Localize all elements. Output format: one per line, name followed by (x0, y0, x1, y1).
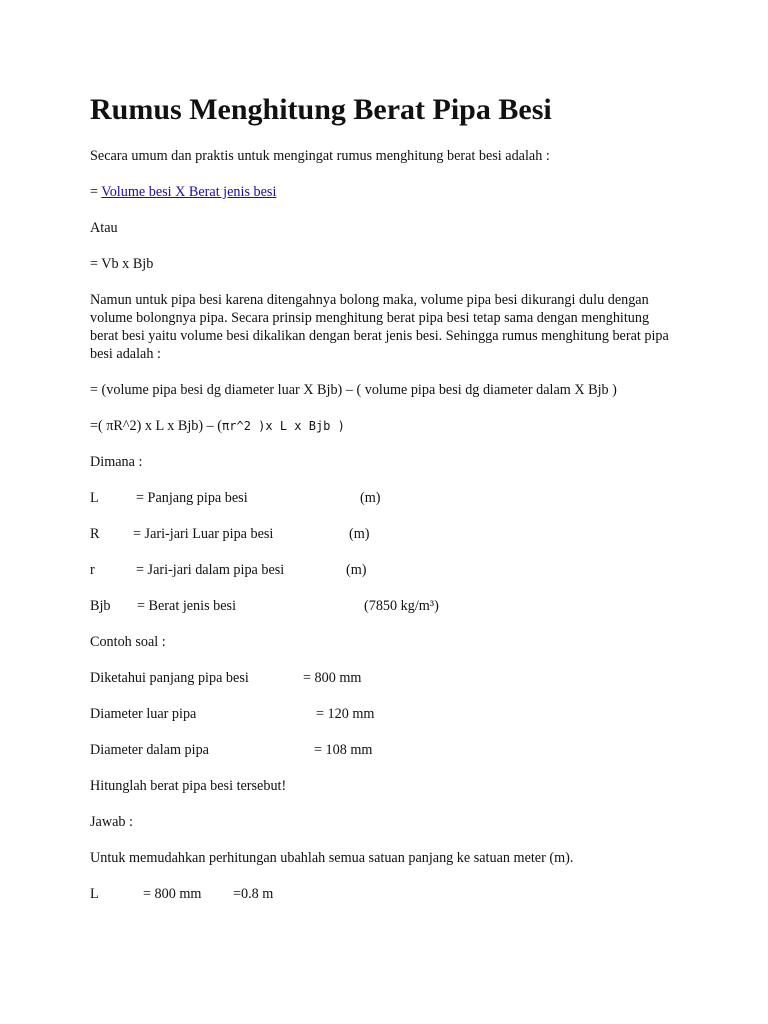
variable-symbol: Bjb (90, 598, 111, 614)
formula-pi-part1: =( πR^2) x L x Bjb) – ( (90, 418, 223, 434)
given-row (90, 705, 690, 723)
variable-row (90, 525, 690, 543)
variable-row (90, 561, 690, 579)
dimana-text: Dimana : (90, 454, 143, 470)
variable-description: = Jari-jari dalam pipa besi (136, 562, 285, 578)
variable-description: = Berat jenis besi (137, 598, 237, 614)
conversion-row (90, 885, 690, 903)
instruction-text: Untuk memudahkan perhitungan ubahlah semua satuan panjang ke satuan meter (m). (90, 850, 574, 866)
variable-row (90, 597, 690, 615)
variable-symbol: L (90, 490, 99, 506)
formula-volume-line (90, 183, 276, 201)
variable-row (90, 489, 690, 507)
variable-symbol: R (90, 526, 100, 542)
conversion-mm: = 800 mm (143, 886, 202, 902)
explanation-paragraph: Namun untuk pipa besi karena ditengahnya bolong maka, volume pipa besi dikurangi dulu dengan volume bolongnya pipa. Secara prinsip menghitung berat pipa besi tetap sama dengan menghitung berat besi yaitu volume besi dikalikan dengan berat jenis besi. Sehingga rumus menghitung berat pipa besi adalah : (90, 292, 669, 362)
given-value: = 800 mm (303, 670, 362, 686)
variable-description: = Jari-jari Luar pipa besi (133, 526, 274, 542)
conversion-symbol: L (90, 886, 99, 902)
atau-text: Atau (90, 220, 118, 236)
conversion-m: =0.8 m (233, 886, 274, 902)
given-value: = 120 mm (316, 706, 375, 722)
variable-unit: (m) (360, 490, 381, 506)
jawab-heading: Jawab : (90, 814, 133, 830)
formula-volume-difference: = (volume pipa besi dg diameter luar X Bjb) – ( volume pipa besi dg diameter dalam X Bjb ) (90, 382, 617, 398)
variable-unit: (m) (346, 562, 367, 578)
variable-unit: (m) (349, 526, 370, 542)
intro-text: Secara umum dan praktis untuk mengingat rumus menghitung berat besi adalah : (90, 148, 550, 164)
given-label: Diameter dalam pipa (90, 742, 209, 758)
given-label: Diameter luar pipa (90, 706, 197, 722)
question-text: Hitunglah berat pipa besi tersebut! (90, 778, 287, 794)
variable-unit: (7850 kg/m³) (364, 598, 439, 614)
contoh-soal-heading: Contoh soal : (90, 634, 166, 650)
given-row (90, 741, 690, 759)
given-value: = 108 mm (314, 742, 373, 758)
volume-link[interactable]: Volume besi X Berat jenis besi (101, 184, 277, 200)
formula-vb-bjb: = Vb x Bjb (90, 256, 154, 272)
given-label: Diketahui panjang pipa besi (90, 670, 249, 686)
page-title: Rumus Menghitung Berat Pipa Besi (90, 93, 552, 126)
formula-prefix: = (90, 184, 102, 200)
variable-symbol: r (90, 562, 95, 578)
given-row (90, 669, 690, 687)
formula-pi-part2: πr^2 )x L x Bjb ) (222, 419, 345, 433)
formula-pi-line (90, 417, 345, 435)
variable-description: = Panjang pipa besi (136, 490, 248, 506)
